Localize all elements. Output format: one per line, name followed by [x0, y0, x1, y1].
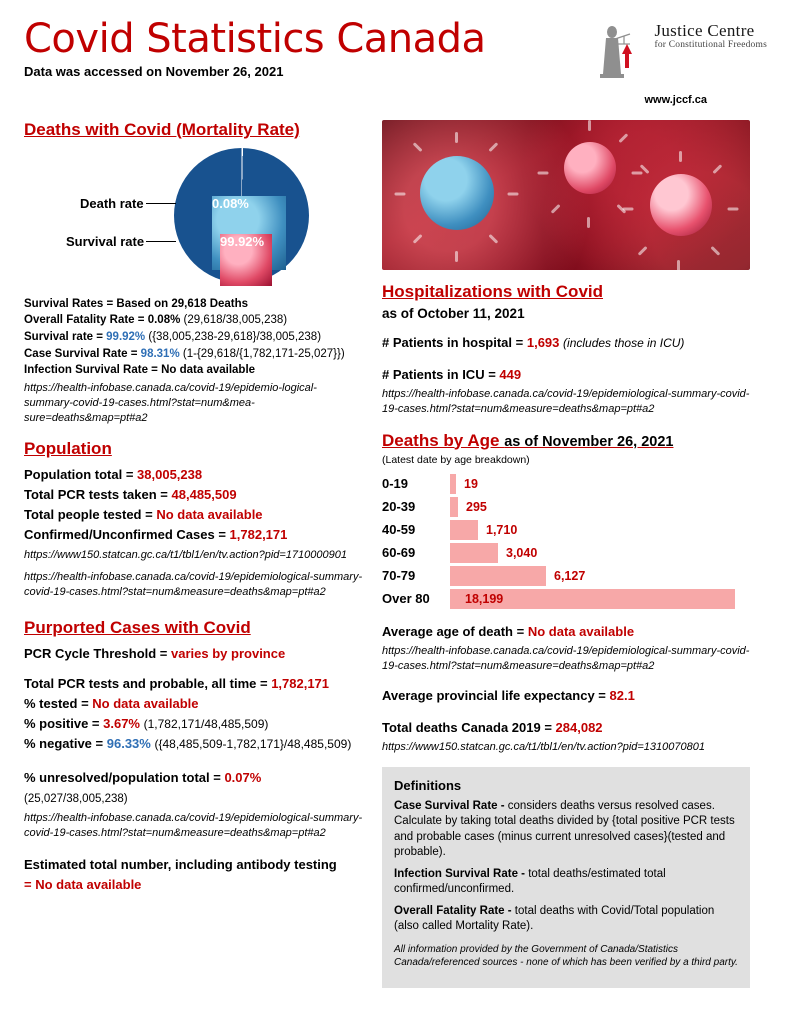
purported-heading: Purported Cases with Covid: [24, 618, 251, 638]
age-bar: [450, 543, 498, 563]
deaths-by-age-section: [382, 431, 750, 756]
stat-label: Survival Rates =: [24, 297, 114, 310]
virion-icon: [564, 142, 616, 194]
estimate-value: = No data available: [24, 877, 142, 893]
estimate-label: Estimated total number, including antibody testing: [24, 856, 337, 872]
population-label: Total people tested =: [24, 507, 153, 523]
definition-text: total deaths with Covid/Total population (also called Mortality Rate).: [394, 904, 715, 933]
life-expectancy-row: [382, 686, 750, 706]
population-label: Total PCR tests taken =: [24, 487, 168, 503]
purported-note: (1,782,171/48,485,509): [143, 717, 269, 732]
logo-subtitle: for Constitutional Freedoms: [654, 39, 767, 50]
right-column: [382, 120, 750, 988]
chart-row: [382, 495, 750, 518]
definition-term: Overall Fatality Rate -: [394, 904, 512, 917]
content-columns: [24, 120, 767, 988]
total-deaths-row: [382, 718, 750, 738]
logo-url[interactable]: www.jccf.ca: [644, 94, 708, 106]
pie-leader-line-death: [146, 203, 176, 204]
justice-statue-icon: [584, 22, 646, 84]
spike-cluster: [550, 128, 630, 208]
average-age-row: [382, 622, 750, 642]
age-value-label: 6,127: [554, 568, 586, 583]
purported-row: [24, 714, 364, 734]
age-value-label: 19: [464, 476, 478, 491]
purported-label: PCR Cycle Threshold =: [24, 645, 168, 661]
definition-text: total deaths/estimated total confirmed/unconfirmed.: [394, 867, 666, 896]
definition-term: Infection Survival Rate -: [394, 867, 526, 880]
left-column: [24, 120, 364, 988]
deaths-by-age-chart: [382, 472, 750, 610]
hospitalizations-subheading: as of October 11, 2021: [382, 305, 525, 321]
population-value: 1,782,171: [229, 527, 288, 543]
pie-value-survival-rate: 99.92%: [220, 234, 272, 286]
population-source-url-2[interactable]: https://health-infobase.canada.ca/covid-19/epidemiological-summary-covid-19-cases.html?stat=num&measure=deaths&map=pt#a2: [24, 571, 363, 599]
chart-row: [382, 518, 750, 541]
definition-term: Case Survival Rate -: [394, 799, 505, 812]
definitions-footer: All information provided by the Government of Canada/Statistics Canada/referenced sources - none of which has been verified by a third party.: [394, 943, 738, 969]
stat-note: ({38,005,238-29,618}/38,005,238): [148, 330, 322, 343]
deaths-by-age-note: (Latest date by age breakdown): [382, 454, 530, 467]
purported-row: [24, 734, 364, 754]
population-source-url-1[interactable]: https://www150.statcan.gc.ca/t1/tbl1/en/tv.action?pid=1710000901: [24, 548, 347, 561]
chart-row: [382, 587, 750, 610]
age-category-label: Over 80: [382, 591, 430, 607]
spike-cluster: [636, 160, 726, 250]
mortality-pie-chart: [24, 146, 364, 286]
purported-note: ({48,485,509-1,782,171}/48,485,509): [154, 737, 352, 752]
stat-row: [24, 346, 364, 363]
unresolved-note-row: [24, 788, 364, 809]
purported-row: [24, 644, 364, 664]
age-value-label: 18,199: [465, 591, 504, 606]
stat-value: 0.08%: [147, 314, 181, 327]
life-expectancy-label: Average provincial life expectancy =: [382, 688, 606, 704]
stat-value: 99.92%: [106, 330, 146, 343]
age-value-label: 295: [466, 499, 487, 514]
purported-value: 3.67%: [103, 716, 140, 732]
chart-row: [382, 541, 750, 564]
population-label: Confirmed/Unconfirmed Cases =: [24, 527, 226, 543]
stat-value: 98.31%: [140, 347, 180, 360]
age-bar: [450, 566, 546, 586]
spike-cluster: [406, 142, 508, 244]
stat-label: Case Survival Rate =: [24, 347, 138, 360]
population-row: [24, 465, 364, 485]
definitions-panel: [382, 767, 750, 988]
hospital-patients-row: [382, 333, 750, 353]
age-bar: [450, 520, 478, 540]
stat-row: [24, 362, 364, 379]
logo-title: Justice Centre: [654, 21, 755, 40]
unresolved-row: [24, 768, 364, 788]
total-deaths-source-url[interactable]: https://www150.statcan.gc.ca/t1/tbl1/en/tv.action?pid=1310070801: [382, 741, 705, 754]
mortality-stats: [24, 296, 364, 426]
purported-label: Total PCR tests and probable, all time =: [24, 675, 268, 691]
hospitalizations-heading: Hospitalizations with Covid: [382, 282, 604, 301]
population-heading: Population: [24, 439, 112, 459]
logo-block: [584, 18, 767, 106]
pie-label-survival-rate: Survival rate: [66, 233, 145, 249]
purported-value: 1,782,171: [271, 675, 330, 691]
average-age-value: No data available: [527, 624, 635, 640]
population-row: [24, 485, 364, 505]
purported-label: % tested =: [24, 695, 89, 711]
purported-row: [24, 674, 364, 694]
life-expectancy-value: 82.1: [609, 688, 635, 704]
coronavirus-illustration: [382, 120, 750, 270]
stat-row: [24, 329, 364, 346]
total-deaths-label: Total deaths Canada 2019 =: [382, 720, 552, 736]
unresolved-label: % unresolved/population total =: [24, 770, 221, 786]
age-bar: [450, 497, 458, 517]
population-label: Population total =: [24, 466, 134, 482]
stat-label: Survival rate =: [24, 330, 103, 343]
page-title: Covid Statistics Canada: [24, 16, 486, 62]
total-deaths-value: 284,082: [555, 720, 603, 736]
purported-label: % negative =: [24, 736, 104, 752]
unresolved-note: (25,027/38,005,238): [24, 793, 128, 806]
hospital-value: 1,693: [526, 334, 560, 350]
purported-value: varies by province: [171, 645, 286, 661]
purported-value: 96.33%: [106, 736, 151, 752]
chart-row: [382, 564, 750, 587]
stat-row: [24, 312, 364, 329]
stat-row: [24, 296, 364, 313]
purported-source-url[interactable]: https://health-infobase.canada.ca/covid-19/epidemiological-summary-covid-19-cases.html?stat=num&measure=deaths&map=pt#a2: [24, 812, 363, 840]
icu-label: # Patients in ICU =: [382, 366, 496, 382]
age-category-label: 40-59: [382, 522, 416, 538]
stat-label: Overall Fatality Rate =: [24, 314, 145, 327]
unresolved-value: 0.07%: [224, 770, 262, 786]
purported-row: [24, 694, 364, 714]
pie-leader-line-survival: [146, 241, 176, 242]
stat-label: Infection Survival Rate =: [24, 364, 158, 377]
hospital-note: (includes those in ICU): [563, 335, 685, 350]
age-category-label: 0-19: [382, 476, 409, 492]
pie-label-death-rate: Death rate: [80, 195, 144, 211]
hospital-label: # Patients in hospital =: [382, 334, 524, 350]
age-value-label: 1,710: [486, 522, 518, 537]
icu-patients-row: [382, 365, 750, 385]
age-value-label: 3,040: [506, 545, 538, 560]
deaths-by-age-date: as of November 26, 2021: [504, 433, 674, 450]
hospitalizations-section: [382, 282, 750, 417]
estimate-row: [24, 855, 364, 895]
logo: [584, 18, 767, 84]
stat-value: No data available: [161, 364, 256, 377]
virion-icon: [650, 174, 712, 236]
pie-value-death-rate: 0.08%: [212, 196, 286, 270]
average-age-label: Average age of death =: [382, 624, 525, 640]
mortality-heading: Deaths with Covid (Mortality Rate): [24, 120, 300, 139]
definition-text: considers deaths versus resolved cases. Calculate by taking total deaths divided by {total positive PCR tests and probable cases (minus current unresolved cases}(tested and probable).: [394, 799, 735, 859]
age-category-label: 20-39: [382, 499, 416, 515]
deaths-by-age-title: Deaths by Age: [382, 430, 500, 450]
population-section: [24, 439, 364, 600]
age-category-label: 70-79: [382, 568, 416, 584]
purported-label: % positive =: [24, 716, 100, 732]
header: [24, 18, 767, 106]
chart-row: [382, 472, 750, 495]
population-value: 48,485,509: [171, 487, 237, 503]
hospitalizations-source-url[interactable]: https://health-infobase.canada.ca/covid-19/epidemiological-summary-covid-19-cases.html?stat=num&measure=deaths&map=pt#a2: [382, 387, 750, 415]
page-subtitle: Data was accessed on November 26, 2021: [24, 64, 284, 79]
deaths-by-age-heading: [382, 431, 750, 451]
virion-icon: [420, 156, 494, 230]
mortality-source-url[interactable]: https://health-infobase.canada.ca/covid-19/epidemio-logical-summary-covid-19-cases.html?stat=num&mea-sure=deaths&map=pt#a2: [24, 381, 317, 424]
population-value: 38,005,238: [137, 466, 203, 482]
definition-item: [394, 799, 738, 861]
population-row: [24, 505, 364, 525]
definition-item: [394, 867, 738, 898]
population-value: No data available: [156, 507, 263, 523]
header-titles: [24, 18, 486, 79]
purported-value: No data available: [92, 695, 199, 711]
purported-cases-section: [24, 618, 364, 895]
stat-value: Based on 29,618 Deaths: [116, 297, 249, 310]
deaths-by-age-source-url[interactable]: https://health-infobase.canada.ca/covid-19/epidemiological-summary-covid-19-cases.html?stat=num&measure=deaths&map=pt#a2: [382, 645, 750, 673]
stat-note: (1-{29,618/{1,782,171-25,027}}): [182, 347, 345, 360]
icu-value: 449: [499, 366, 522, 382]
stat-note: (29,618/38,005,238): [183, 314, 288, 327]
population-row: [24, 525, 364, 545]
definition-item: [394, 904, 738, 935]
definitions-heading: Definitions: [394, 778, 462, 794]
age-category-label: 60-69: [382, 545, 416, 561]
